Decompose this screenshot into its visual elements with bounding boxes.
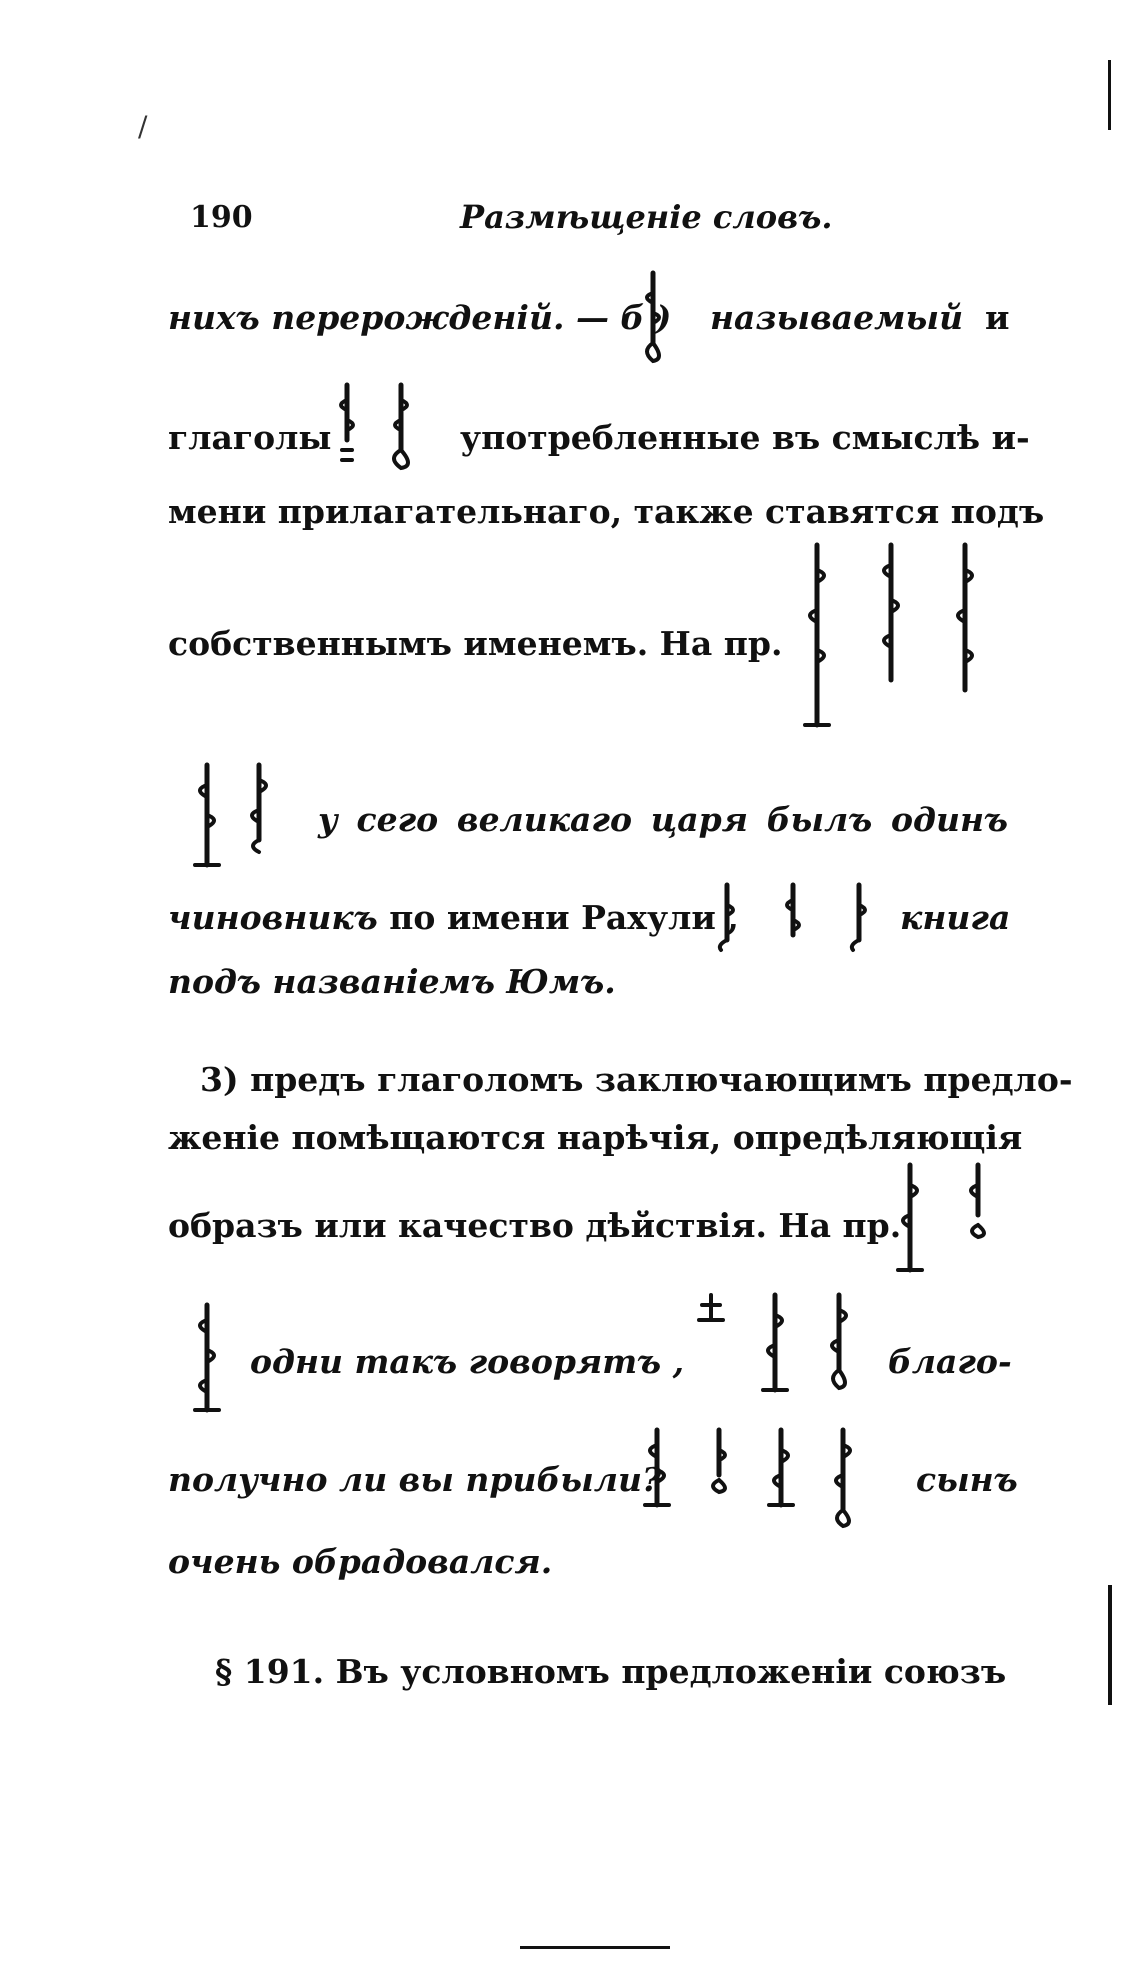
word: великаго [456, 800, 632, 839]
mongolian-word [712, 880, 874, 950]
mongolian-word [694, 1290, 856, 1395]
text-line [168, 898, 1011, 938]
mongolian-script-glyph [702, 1425, 736, 1495]
bottom-rule [520, 1946, 670, 1949]
mongolian-script-glyph [384, 380, 418, 475]
margin-mark: / [138, 110, 148, 143]
text-line: называемый [710, 298, 964, 337]
text-line: и [985, 298, 1010, 337]
word: у [318, 800, 338, 839]
text-line: сынъ [916, 1460, 1018, 1499]
mongolian-script-glyph [844, 880, 874, 950]
text-line: подъ названіемъ Юмъ. [168, 962, 616, 1001]
text-span: нихъ перерожденій. — б ) [168, 298, 672, 337]
mongolian-word [640, 1425, 860, 1530]
mongolian-word [893, 1160, 995, 1270]
word: одинъ [891, 800, 1008, 839]
word: сего [356, 800, 439, 839]
mongolian-script-glyph [948, 540, 982, 700]
text-line: мени прилагательнаго, также ставятся подъ [168, 492, 1045, 531]
text-line: собственнымъ именемъ. На пр. [168, 624, 783, 663]
mongolian-script-glyph [694, 1290, 728, 1330]
page-edge-mark [1108, 60, 1111, 130]
mongolian-script-glyph [826, 1425, 860, 1530]
mongolian-script-glyph [800, 540, 834, 735]
text-line [318, 800, 1008, 840]
mongolian-script-glyph [764, 1425, 798, 1515]
mongolian-script-glyph [778, 880, 808, 950]
mongolian-script-glyph [758, 1290, 792, 1395]
mongolian-word [638, 268, 668, 363]
mongolian-script-glyph [638, 268, 668, 363]
mongolian-script-glyph [712, 880, 742, 950]
section-heading-line: § 191. Въ условномъ предложеніи союзъ [215, 1652, 1007, 1691]
text-span: чиновникъ [168, 898, 378, 937]
mongolian-script-glyph [961, 1160, 995, 1245]
mongolian-word [332, 380, 418, 475]
mongolian-word [190, 1300, 224, 1420]
text-line: очень обрадовался. [168, 1542, 553, 1581]
text-line: благо- [888, 1342, 1012, 1381]
text-line: образъ или качество дѣйствія. На пр. [168, 1206, 902, 1245]
mongolian-script-glyph [893, 1160, 927, 1270]
text-line: употребленные въ смыслѣ и- [460, 418, 1030, 457]
page-edge-mark [1108, 1585, 1112, 1705]
text-line: книга [900, 898, 1011, 937]
text-line: одни такъ говорятъ , [250, 1342, 685, 1381]
text-line: получно ли вы прибыли? [168, 1460, 662, 1499]
mongolian-script-glyph [640, 1425, 674, 1515]
mongolian-script-glyph [190, 1300, 224, 1420]
text-line: женіе помѣщаются нарѣчія, опредѣляющія [168, 1118, 1023, 1157]
mongolian-word [190, 760, 276, 870]
mongolian-script-glyph [874, 540, 908, 690]
running-title: Размѣщеніе словъ. [460, 198, 833, 236]
text-span: по имени Рахули , [389, 898, 739, 937]
page-number: 190 [190, 200, 253, 235]
mongolian-script-glyph [822, 1290, 856, 1395]
mongolian-word [800, 540, 982, 735]
text-line: 3) предъ глаголомъ заключающимъ предло- [200, 1060, 1073, 1099]
text-line: глаголы [168, 418, 332, 457]
mongolian-script-glyph [332, 380, 362, 470]
mongolian-script-glyph [242, 760, 276, 855]
word: былъ [766, 800, 873, 839]
word: царя [650, 800, 748, 839]
mongolian-script-glyph [190, 760, 224, 870]
